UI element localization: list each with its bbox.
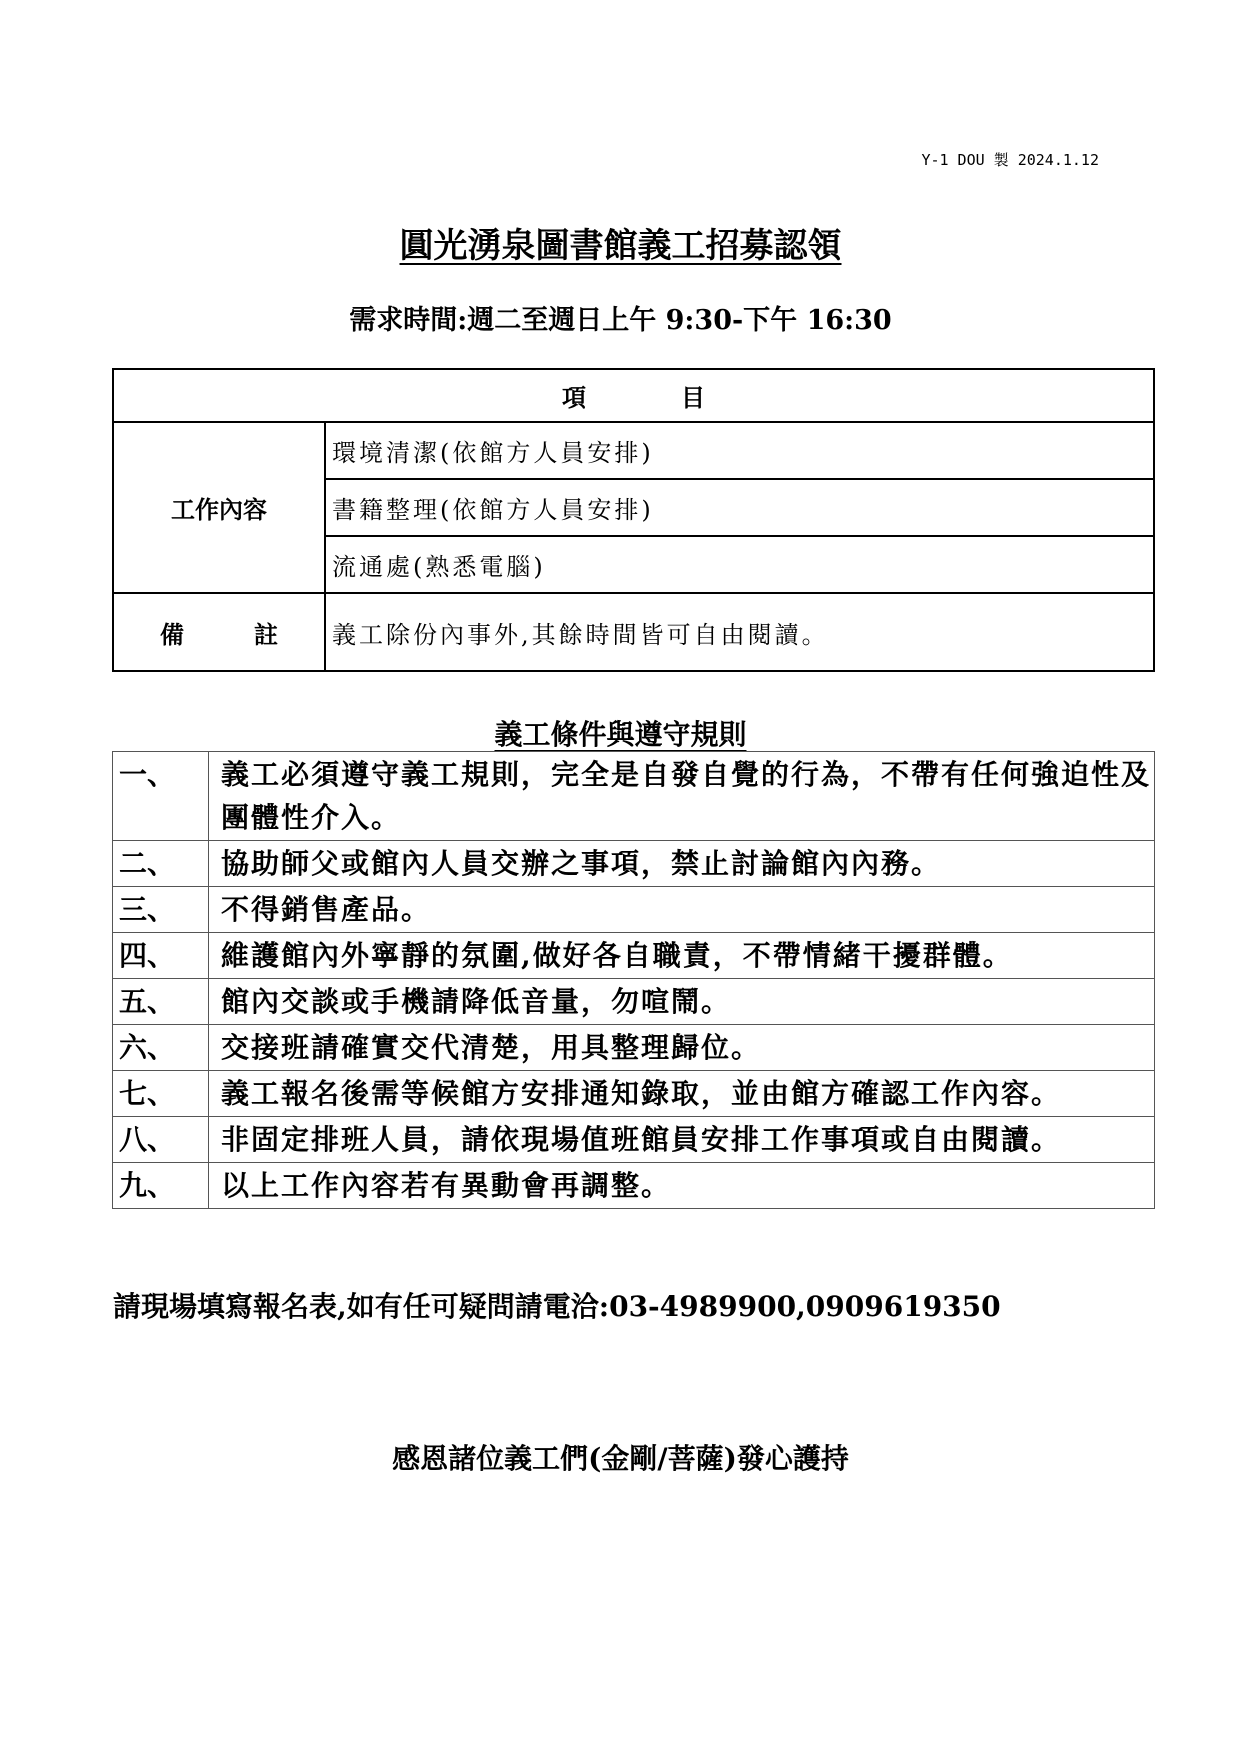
work-label: 工作內容: [113, 422, 325, 593]
document-code: Y-1 DOU 製 2024.1.12: [921, 151, 1099, 169]
items-header-left: 項: [562, 383, 586, 412]
rule-text: 非固定排班人員，請依現場值班館員安排工作事項或自由閱讀。: [209, 1117, 1155, 1163]
contact-info: 請現場填寫報名表,如有任可疑問請電洽:03-4989900,0909619350: [113, 1290, 1001, 1323]
items-table: [112, 368, 1155, 672]
rule-number: 一、: [113, 752, 209, 841]
items-header-right: 目: [681, 383, 705, 412]
rule-text: 以上工作內容若有異動會再調整。: [209, 1163, 1155, 1209]
rule-text: 義工必須遵守義工規則，完全是自發自覺的行為，不帶有任何強迫性及團體性介入。: [209, 752, 1155, 841]
rule-number: 七、: [113, 1071, 209, 1117]
rule-row: [113, 979, 1155, 1025]
remark-text: 義工除份內事外,其餘時間皆可自由閱讀。: [325, 593, 1154, 671]
rule-row: [113, 933, 1155, 979]
rule-number: 九、: [113, 1163, 209, 1209]
rules-table: [112, 751, 1155, 1209]
remark-label-left: 備: [160, 619, 184, 649]
rule-row: [113, 1163, 1155, 1209]
rule-row: [113, 841, 1155, 887]
rule-text: 交接班請確實交代清楚，用具整理歸位。: [209, 1025, 1155, 1071]
work-item: 書籍整理(依館方人員安排): [325, 479, 1154, 536]
work-item: 環境清潔(依館方人員安排): [325, 422, 1154, 479]
rule-number: 二、: [113, 841, 209, 887]
service-time: 需求時間:週二至週日上午 9:30-下午 16:30: [349, 305, 892, 336]
rule-row: [113, 752, 1155, 841]
work-item-row: [113, 422, 1154, 479]
page-title: [0, 218, 1241, 267]
page-title-text: 圓光湧泉圖書館義工招募認領: [399, 226, 842, 266]
rule-number: 四、: [113, 933, 209, 979]
rule-number: 五、: [113, 979, 209, 1025]
rule-row: [113, 1117, 1155, 1163]
thanks-message: 感恩諸位義工們(金剛/菩薩)發心護持: [392, 1442, 849, 1475]
remark-row: [113, 593, 1154, 671]
rule-text: 協助師父或館內人員交辦之事項，禁止討論館內內務。: [209, 841, 1155, 887]
rule-text: 義工報名後需等候館方安排通知錄取，並由館方確認工作內容。: [209, 1071, 1155, 1117]
rules-title-text: 義工條件與遵守規則: [494, 718, 747, 751]
remark-label-right: 註: [254, 619, 278, 649]
rule-number: 六、: [113, 1025, 209, 1071]
items-header: [113, 369, 1154, 422]
items-header-row: [113, 369, 1154, 422]
rule-number: 八、: [113, 1117, 209, 1163]
rule-text: 館內交談或手機請降低音量，勿喧鬧。: [209, 979, 1155, 1025]
rule-row: [113, 1071, 1155, 1117]
rule-row: [113, 887, 1155, 933]
work-item: 流通處(熟悉電腦): [325, 536, 1154, 593]
rule-text: 不得銷售產品。: [209, 887, 1155, 933]
rules-title: [0, 713, 1241, 753]
rule-row: [113, 1025, 1155, 1071]
remark-label: [113, 593, 325, 671]
rule-text: 維護館內外寧靜的氛圍,做好各自職責，不帶情緒干擾群體。: [209, 933, 1155, 979]
rule-number: 三、: [113, 887, 209, 933]
